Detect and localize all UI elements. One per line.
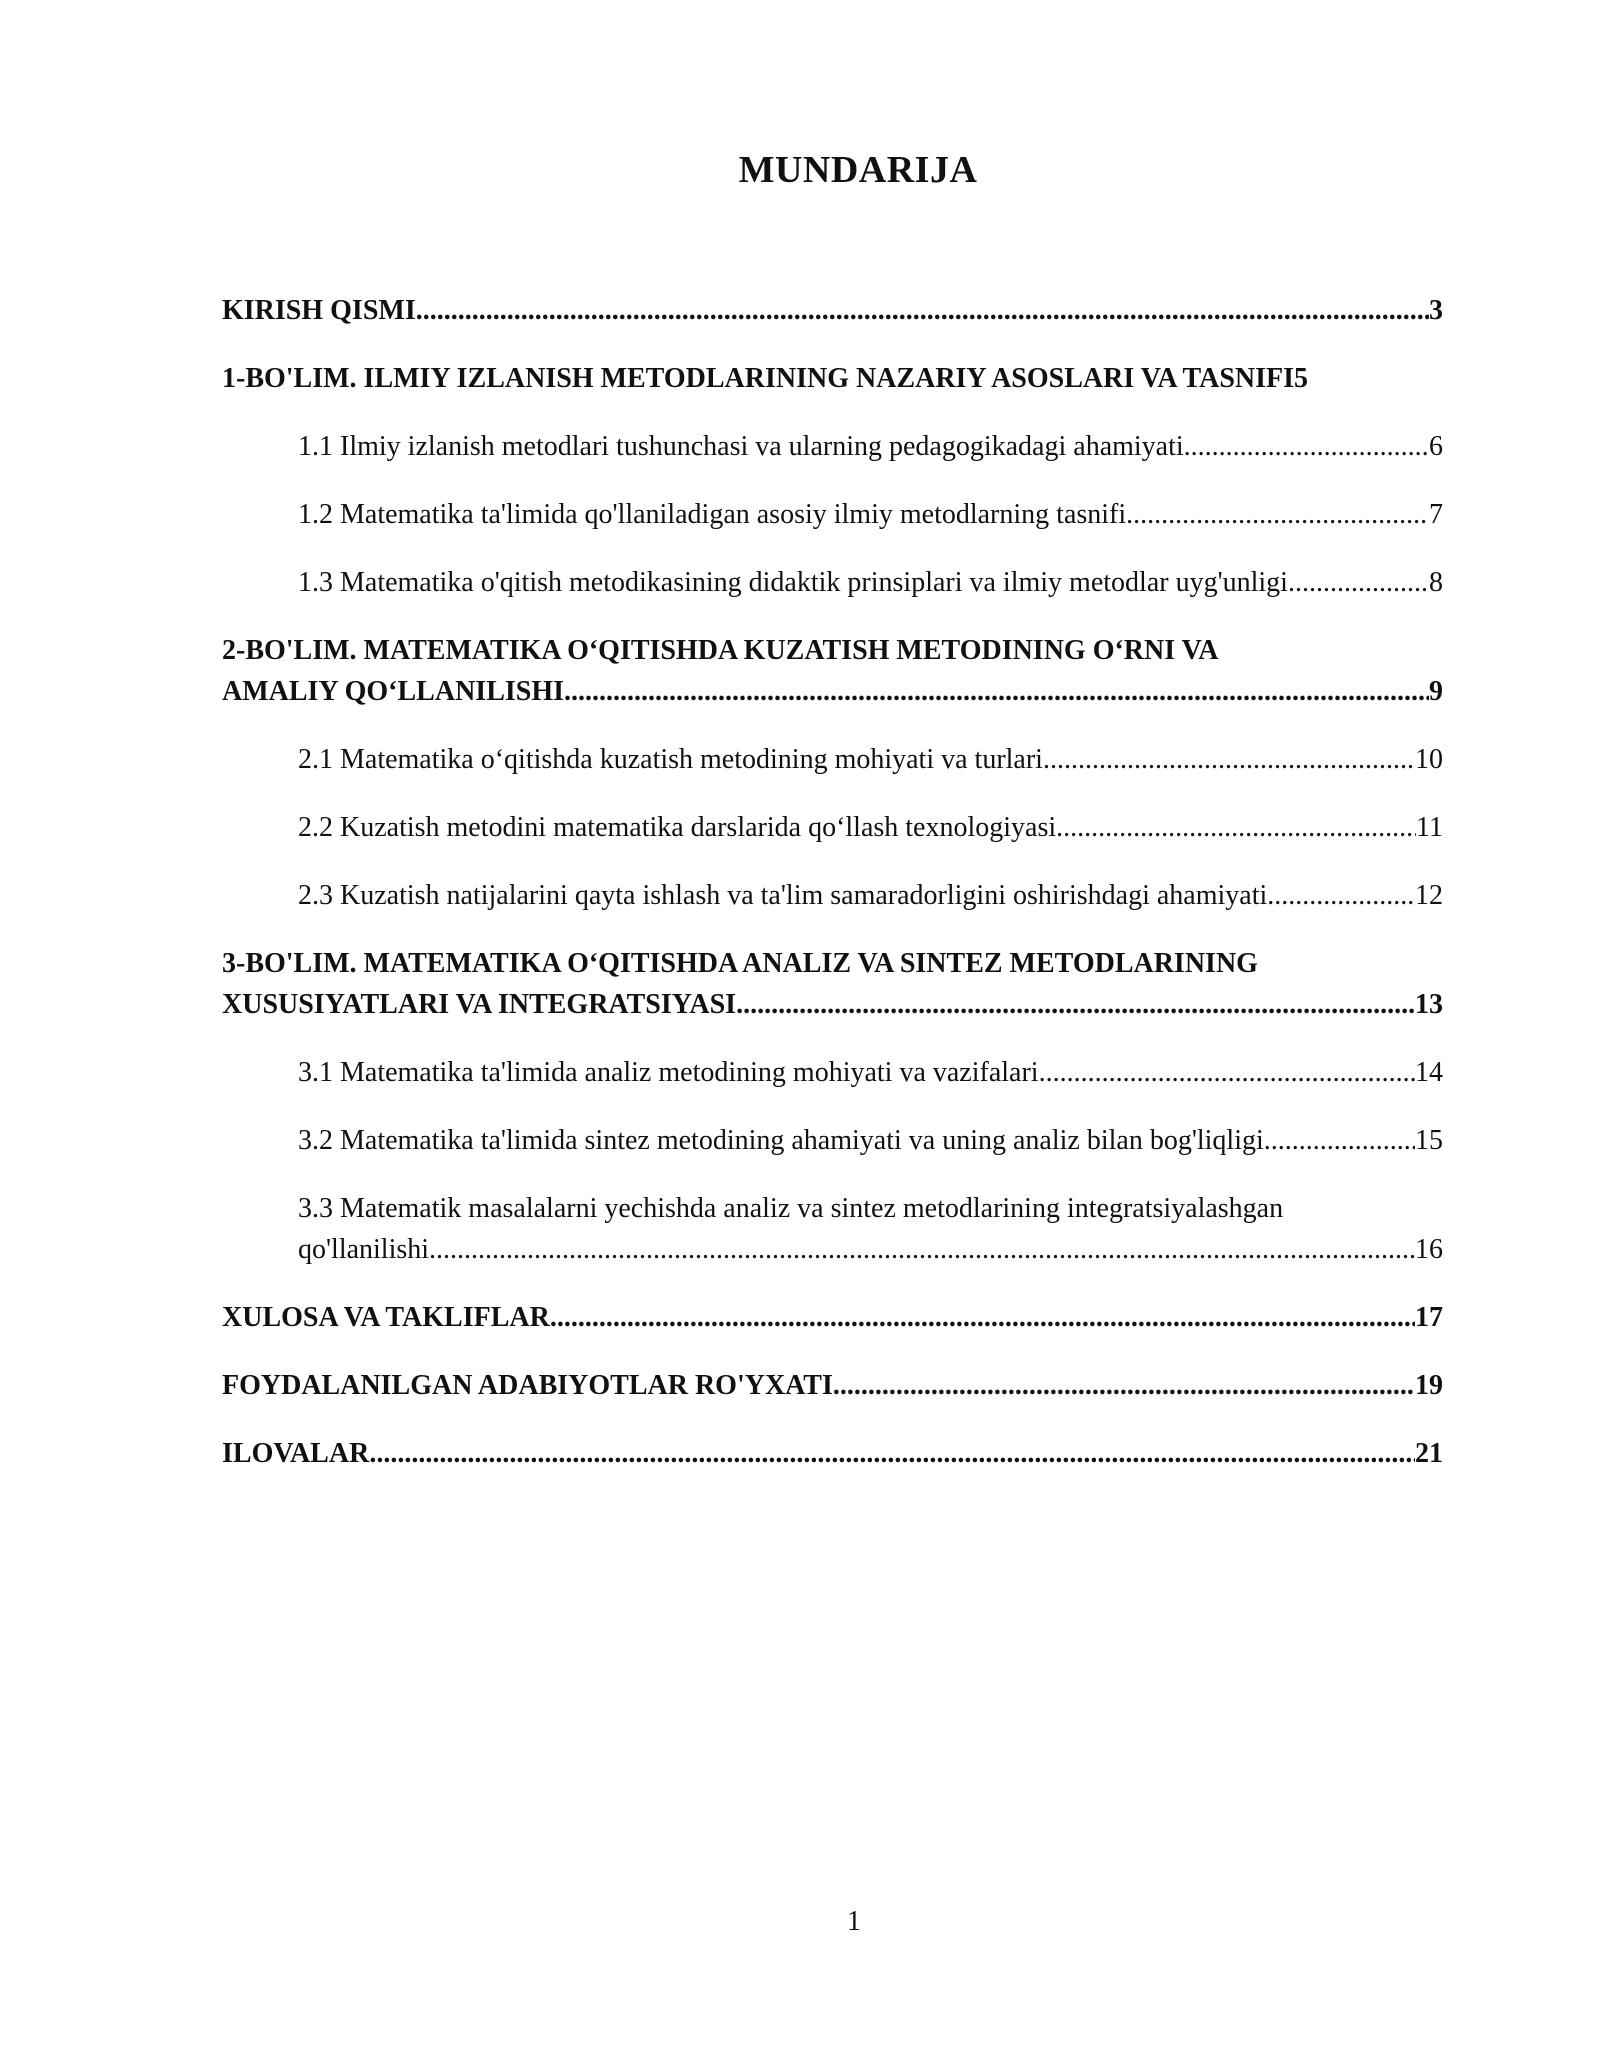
toc-entry-chapter-2[interactable] [222,630,1443,712]
page-title: MUNDARIJA [738,149,978,191]
toc-page-number: 5 [1294,363,1309,394]
dot-leader [736,984,1415,1025]
dot-leader [1264,1120,1415,1161]
toc-page-number: 15 [1415,1125,1443,1156]
toc-entry-text: ILOVALAR [222,1438,370,1469]
toc-page-number: 11 [1416,812,1443,843]
dot-leader [564,671,1429,712]
toc-entry-appendix[interactable] [222,1433,1443,1474]
dot-leader [833,1365,1415,1406]
dot-leader [429,1229,1415,1270]
dot-leader [1126,494,1429,535]
toc-entry-1-1[interactable] [222,426,1443,467]
toc-entry-1-3[interactable] [222,562,1443,603]
toc-page-number: 16 [1415,1234,1443,1265]
toc-entry-text: KIRISH QISMI [222,295,416,326]
dot-leader [1039,1052,1415,1093]
toc-entry-3-3[interactable] [222,1188,1443,1270]
toc-entry-references[interactable] [222,1365,1443,1406]
dot-leader [416,290,1429,331]
toc-entry-text: 1-BO'LIM. ILMIY IZLANISH METODLARINING NAZARIY ASOSLARI VA TASNIFI [222,363,1295,394]
dot-leader [1043,739,1415,780]
toc-entry-2-3[interactable] [222,875,1443,916]
dot-leader [1056,807,1416,848]
toc-entry-conclusion[interactable] [222,1297,1443,1338]
toc-entry-text: 1.1 Ilmiy izlanish metodlari tushunchasi va ularning pedagogikadagi ahamiyati [298,431,1184,462]
toc-entry-text: FOYDALANILGAN ADABIYOTLAR RO'YXATI [222,1370,833,1401]
dot-leader [369,1433,1415,1474]
toc-entry-text-line2: qo'llanilishi [298,1234,430,1265]
toc-entry-text-line2: AMALIY QO‘LLANILISHI [222,676,565,707]
table-of-contents [222,290,1443,1501]
toc-entry-text-line1: 2-BO'LIM. MATEMATIKA O‘QITISHDA KUZATISH METODINING O‘RNI VA [222,635,1219,666]
toc-page-number: 3 [1429,295,1443,326]
toc-entry-chapter-1[interactable] [222,358,1443,399]
toc-entry-3-1[interactable] [222,1052,1443,1093]
toc-entry-text: 2.1 Matematika o‘qitishda kuzatish metodining mohiyati va turlari [298,744,1043,775]
page-number: 1 [847,1906,861,1937]
toc-entry-text-line1: 3.3 Matematik masalalarni yechishda analiz va sintez metodlarining integratsiyalashgan [298,1193,1284,1224]
toc-page-number: 17 [1415,1302,1443,1333]
dot-leader [1267,875,1415,916]
toc-page-number: 14 [1415,1057,1443,1088]
toc-entry-chapter-3[interactable] [222,943,1443,1025]
toc-entry-intro[interactable] [222,290,1443,331]
toc-entry-text: XULOSA VA TAKLIFLAR [222,1302,550,1333]
toc-entry-2-2[interactable] [222,807,1443,848]
toc-page-number: 7 [1429,499,1443,530]
toc-page-number: 19 [1415,1370,1443,1401]
toc-page-number: 9 [1429,676,1443,707]
toc-entry-text: 1.2 Matematika ta'limida qo'llaniladigan asosiy ilmiy metodlarning tasnifi [298,499,1127,530]
toc-entry-2-1[interactable] [222,739,1443,780]
toc-entry-text: 2.3 Kuzatish natijalarini qayta ishlash va ta'lim samaradorligini oshirishdagi ahamiyati [298,880,1268,911]
dot-leader [550,1297,1415,1338]
toc-entry-text-line2: XUSUSIYATLARI VA INTEGRATSIYASI [222,989,737,1020]
dot-leader [1288,562,1429,603]
toc-entry-text: 1.3 Matematika o'qitish metodikasining didaktik prinsiplari va ilmiy metodlar uyg'unligi [298,567,1288,598]
toc-entry-text: 3.1 Matematika ta'limida analiz metodining mohiyati va vazifalari [298,1057,1039,1088]
toc-page-number: 6 [1429,431,1443,462]
toc-page-number: 8 [1429,567,1443,598]
toc-entry-3-2[interactable] [222,1120,1443,1161]
toc-entry-text: 2.2 Kuzatish metodini matematika darslarida qo‘llash texnologiyasi [298,812,1057,843]
toc-page-number: 13 [1415,989,1443,1020]
toc-entry-text-line1: 3-BO'LIM. MATEMATIKA O‘QITISHDA ANALIZ VA SINTEZ METODLARINING [222,948,1258,979]
toc-page-number: 21 [1415,1438,1443,1469]
toc-page-number: 10 [1415,744,1443,775]
toc-entry-1-2[interactable] [222,494,1443,535]
dot-leader [1184,426,1429,467]
toc-page-number: 12 [1415,880,1443,911]
toc-entry-text: 3.2 Matematika ta'limida sintez metodining ahamiyati va uning analiz bilan bog'liqligi [298,1125,1264,1156]
